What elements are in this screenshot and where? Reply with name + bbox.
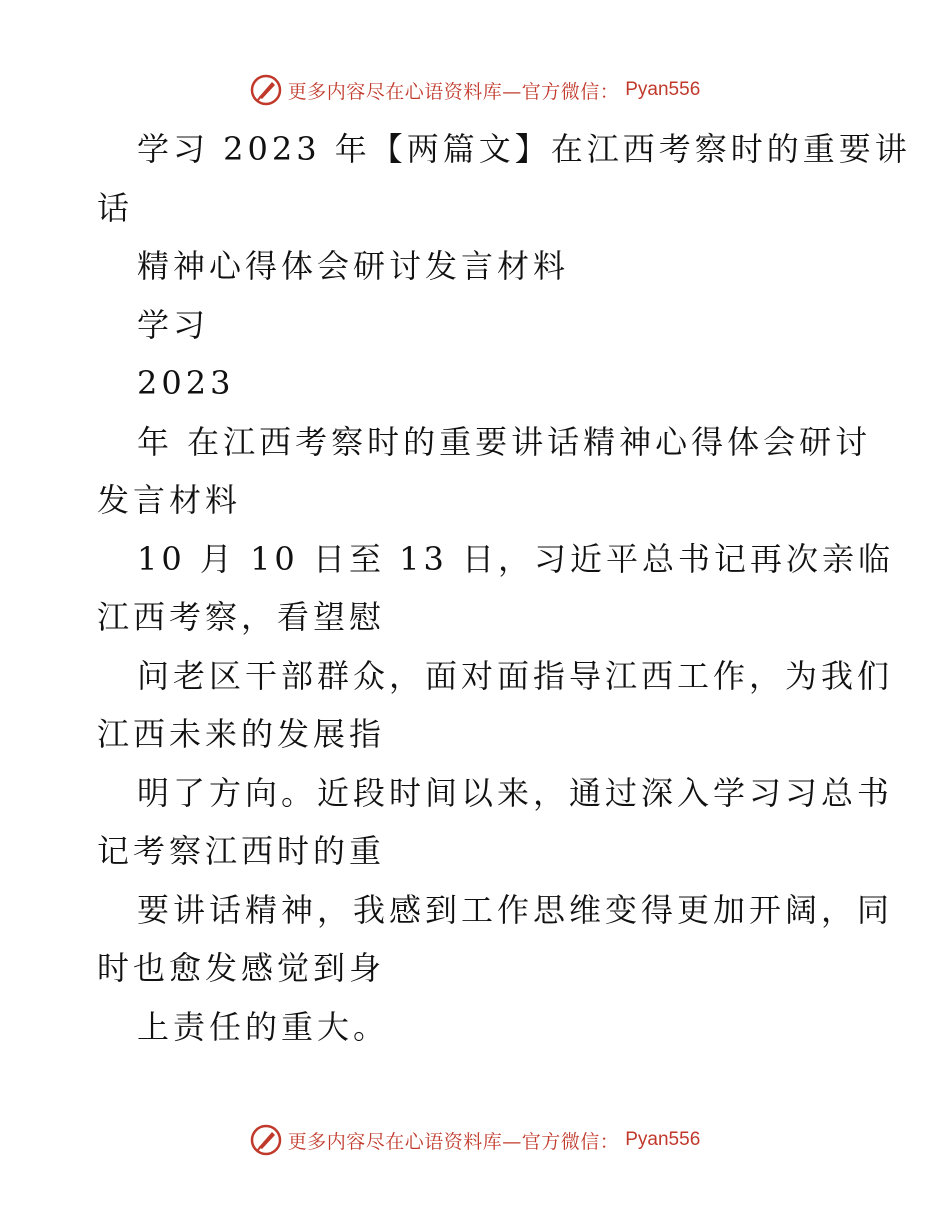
watermark-wechat-id: Pyan556 xyxy=(625,1129,701,1150)
quill-pen-logo-icon xyxy=(250,74,282,106)
watermark-site-text: 更多内容尽在心语资料库—官方微信： xyxy=(287,1130,620,1153)
title-line-1: 学习 2023 年【两篇文】在江西考察时的重要讲 xyxy=(137,130,911,168)
text-line: 明了方向。近段时间以来，通过深入学习习总书 xyxy=(137,773,894,812)
text-line: 记考察江西时的重 xyxy=(97,832,386,870)
text-line: 江西考察，看望慰 xyxy=(97,598,386,636)
text-line: 要讲话精神，我感到工作思维变得更加开阔，同 xyxy=(137,890,894,929)
quill-pen-logo-icon xyxy=(250,1124,282,1156)
document-body xyxy=(97,120,911,1056)
text-line: 问老区干部群众，面对面指导江西工作，为我们 xyxy=(137,656,894,695)
text-line: 10 月 10 日至 13 日，习近平总书记再次亲临 xyxy=(137,539,895,578)
footer-watermark xyxy=(0,1120,950,1160)
text-line: 时也愈发感觉到身 xyxy=(97,949,386,987)
title-line-2: 话 xyxy=(97,188,134,227)
text-line: 2023 xyxy=(137,364,235,402)
text-line: 年 在江西考察时的重要讲话精神心得体会研讨 xyxy=(137,422,872,461)
header-watermark xyxy=(0,70,950,110)
text-line: 江西未来的发展指 xyxy=(97,715,386,753)
watermark-wechat-id: Pyan556 xyxy=(625,79,701,100)
text-line: 发言材料 xyxy=(97,481,242,519)
watermark-site-text: 更多内容尽在心语资料库—官方微信： xyxy=(287,80,620,103)
text-line: 上责任的重大。 xyxy=(137,1007,390,1046)
text-line: 学习 xyxy=(137,305,210,344)
subtitle-line: 精神心得体会研讨发言材料 xyxy=(137,247,570,285)
